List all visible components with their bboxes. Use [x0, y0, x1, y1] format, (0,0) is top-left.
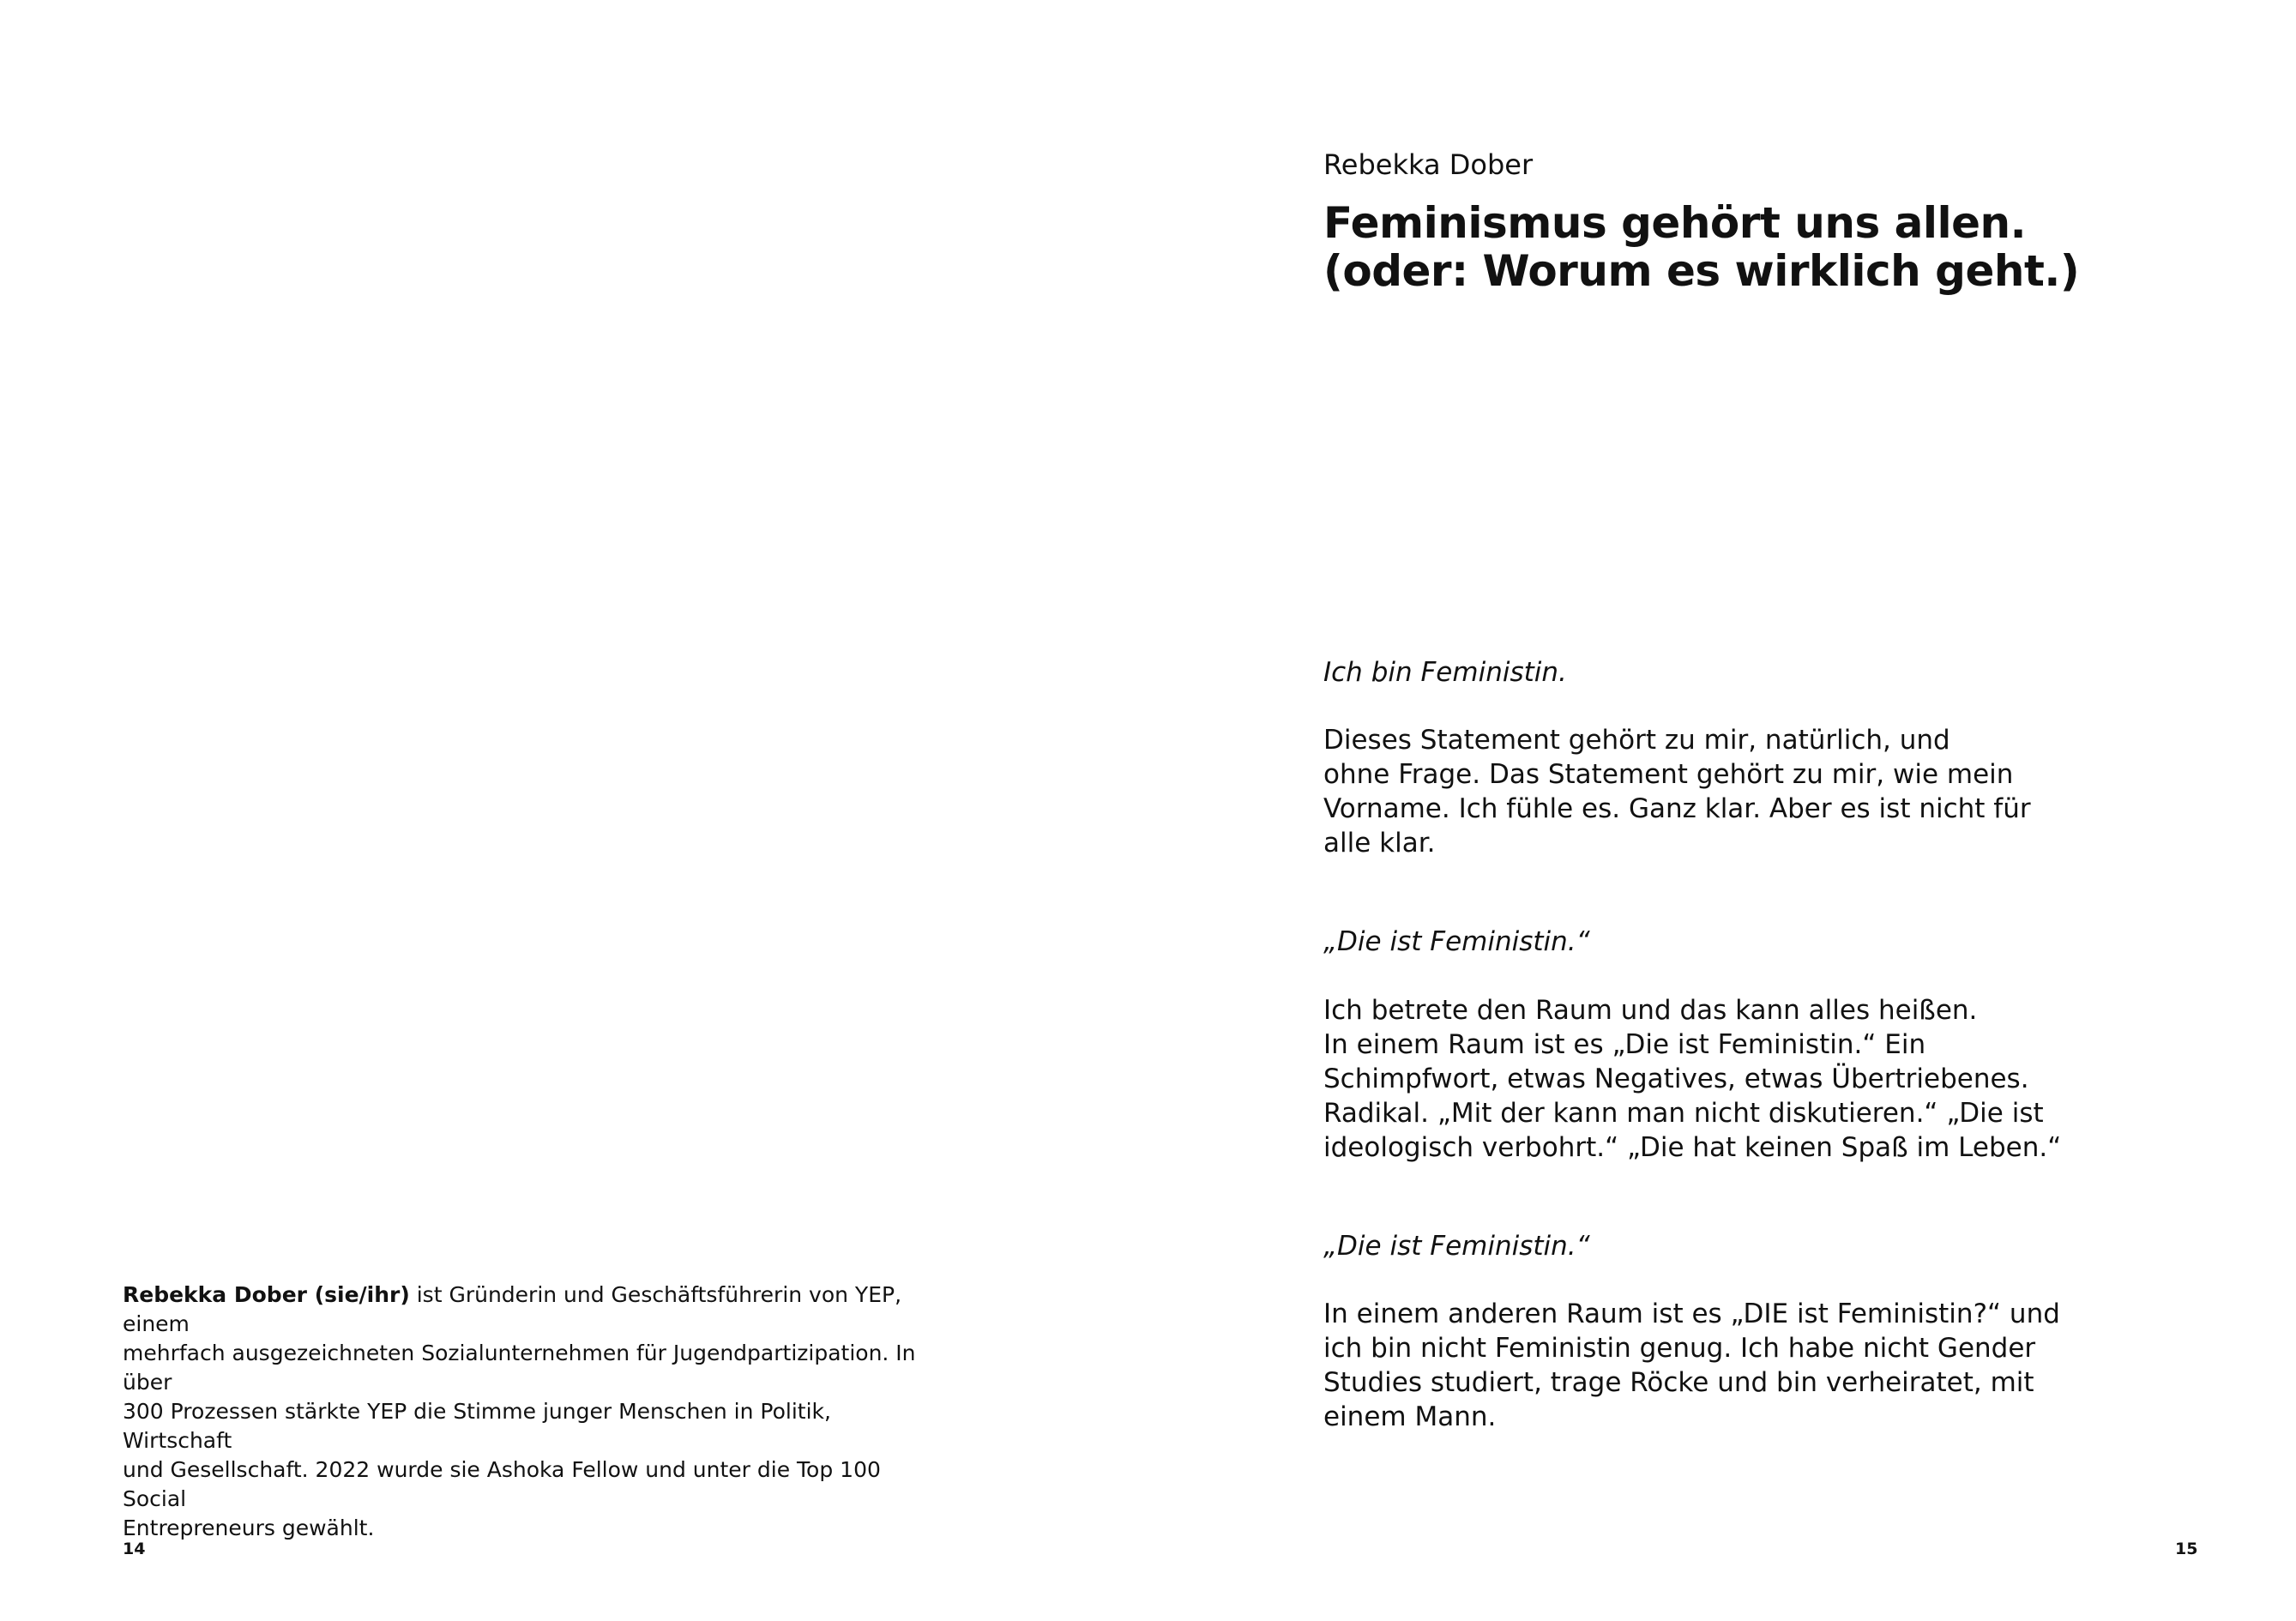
bio-line: Entrepreneurs gewählt.	[123, 1516, 375, 1540]
paragraph	[1323, 993, 2062, 1165]
title-line: (oder: Worum es wirklich geht.)	[1323, 246, 2080, 296]
page-number-right: 15	[2175, 1540, 2198, 1558]
paragraph-line: „Die ist Feministin.“	[1323, 1231, 1590, 1262]
paragraph-line: Radikal. „Mit der kann man nicht diskutieren.“ „Die ist	[1323, 1098, 2044, 1129]
paragraph-line: ideologisch verbohrt.“ „Die hat keinen Spaß im Leben.“	[1323, 1132, 2062, 1163]
bio-author-name: Rebekka Dober (sie/ihr)	[123, 1282, 410, 1307]
paragraph-line: „Die ist Feministin.“	[1323, 926, 1590, 957]
bio-line: und Gesellschaft. 2022 wurde sie Ashoka Fellow und unter die Top 100 Social	[123, 1457, 881, 1511]
paragraph	[1323, 723, 2031, 860]
paragraph-line: Ich bin Feministin.	[1323, 657, 1567, 688]
paragraph	[1323, 1297, 2060, 1434]
paragraph-line: ohne Frage. Das Statement gehört zu mir, wie mein	[1323, 759, 2014, 790]
paragraph-line: Ich betrete den Raum und das kann alles heißen.	[1323, 995, 1978, 1026]
bio-line: mehrfach ausgezeichneten Sozialunternehmen für Jugendpartizipation. In über	[123, 1341, 916, 1395]
essay-title	[1323, 199, 2233, 295]
paragraph-line: Dieses Statement gehört zu mir, natürlich, und	[1323, 725, 1950, 756]
essay-author: Rebekka Dober	[1323, 148, 1534, 181]
paragraph-line: In einem anderen Raum ist es „DIE ist Feministin?“ und	[1323, 1299, 2060, 1329]
right-page	[1148, 0, 2296, 1621]
paragraph-line: Vorname. Ich fühle es. Ganz klar. Aber es ist nicht für	[1323, 793, 2031, 824]
paragraph-line: Schimpfwort, etwas Negatives, etwas Übertriebenes.	[1323, 1064, 2029, 1094]
paragraph-line: In einem Raum ist es „Die ist Feministin.“ Ein	[1323, 1029, 1926, 1060]
title-line: Feminismus gehört uns allen.	[1323, 198, 2027, 248]
paragraph-line: alle klar.	[1323, 828, 1436, 859]
paragraph-line: einem Mann.	[1323, 1401, 1497, 1432]
paragraph-line: ich bin nicht Feministin genug. Ich habe nicht Gender	[1323, 1333, 2036, 1364]
paragraph-statement	[1323, 655, 2010, 690]
bio-line: 300 Prozessen stärkte YEP die Stimme junger Menschen in Politik, Wirtschaft	[123, 1399, 831, 1453]
page-number-left: 14	[123, 1540, 146, 1558]
paragraph-quote	[1323, 925, 2010, 959]
author-bio	[123, 1281, 946, 1543]
paragraph-line: Studies studiert, trage Röcke und bin verheiratet, mit	[1323, 1367, 2034, 1398]
paragraph-quote	[1323, 1229, 2010, 1263]
bio-line: ist Gründerin und Geschäftsführerin von YEP, einem	[123, 1282, 902, 1336]
